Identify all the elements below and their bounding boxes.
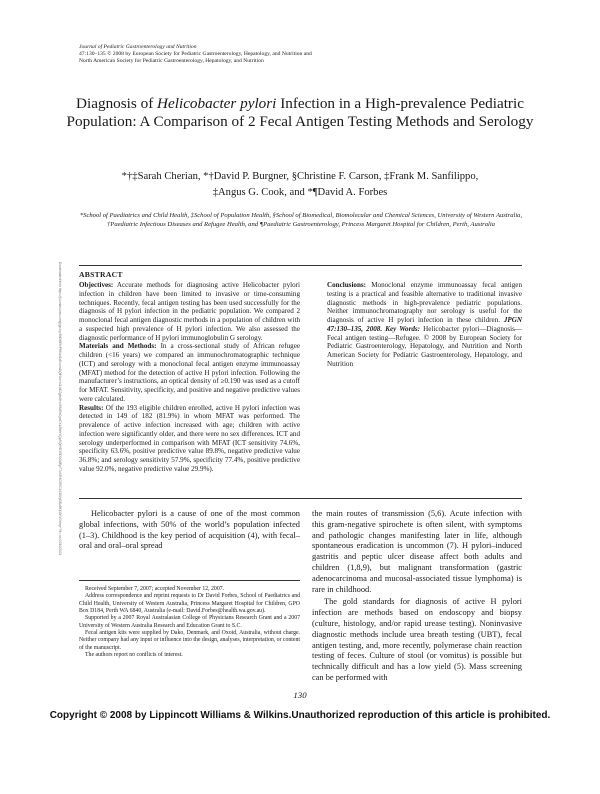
article-title: Diagnosis of Helicobacter pylori Infection in a High-prevalence Pediatric Population: A Comparison of 2 Fecal Antigen Testing Methods and Serology xyxy=(66,95,534,130)
conclusions-text: Monoclonal enzyme immunoassay fecal antigen testing is a practical and feasible alternative to traditional invasive diagnostic methods in high-prevalence pediatric populations. Neither immunochromatography nor serology is useful for the diagnosis of active H pylori infection in these children. xyxy=(327,281,522,324)
footnotes xyxy=(79,586,300,659)
footnote-received: Received September 7, 2007; accepted November 12, 2007. xyxy=(85,586,225,592)
body-paragraph-1: the main routes of transmission (5,6). Acute infection with this gram-negative spirochete is often silent, with symptoms and pathologic changes manifesting later in life, although spontaneous eradication is uncommon (7). H pylori–induced gastritis and peptic ulcer disease affect both adults and children (1,8,9), but malignant transformation (gastric adenocarcinoma and mucosal-associated tissue lymphoma) is rare in childhood. xyxy=(312,509,522,594)
abstract-left-column xyxy=(79,281,300,474)
footnote-conflicts: The authors report no conflicts of interest. xyxy=(85,652,183,659)
body-left-column xyxy=(79,509,300,552)
results-text: Of the 193 eligible children enrolled, active H pylori infection was detected in 149 of 182 (81.9%) in whom MFAT was performed. The prevalence of active infection increased with age; children with active infection were significantly older, and there were no sex differences. ICT and serology underperformed in comparison with MFAT (ICT sensitivity 74.6%, specificity 63.6%, positive predictive value 89.8%, negative predictive value 36.8%; and serology sensitivity 57.9%, specificity 77.4%, positive predictive value 92.0%, negative predictive value 29.9%). xyxy=(79,403,300,473)
intro-paragraph: Helicobacter pylori is a cause of one of the most common global infections, with 50% of the world’s population infected (1–3). Childhood is the key period of acquisition (4), with fecal–oral and oral–oral spread xyxy=(79,509,300,551)
copyright-banner: Copyright © 2008 by Lippincott Williams & Wilkins.Unauthorized reproduction of this article is prohibited. xyxy=(49,710,551,721)
authors-line-1: *†‡Sarah Cherian, *†David P. Burgner, §Christine F. Carson, ‡Frank M. Sanfilippo, xyxy=(121,171,479,182)
title-organism: Helicobacter pylori xyxy=(157,95,277,112)
objectives-text: Accurate methods for diagnosing active Helicobacter pylori infection in children have been limited to invasive or time-consuming techniques. Recently, fecal antigen testing has been used successfully for the diagnosis of H pylori infection in the pediatric population. We compared 2 monoclonal fecal antigen diagnostic methods in a population of children with a suspected high prevalence of H pylori infection. We also assessed the diagnostic performance of H pylori immunoglobulin G serology. xyxy=(79,281,300,342)
journal-citation: 47:130–135 © 2008 by European Society for Pediatric Gastroenterology, Hepatology, and Nutrition and xyxy=(79,51,312,57)
authors-line-2: ‡Angus G. Cook, and *¶David A. Forbes xyxy=(212,187,388,198)
methods-text: In a cross-sectional study of African refugee children (<16 years) we compared an immunochromatographic technique (ICT) and serology with a monoclonal fecal antigen enzyme immunoassay (MFAT) method for the detection of active H pylori infection. Following the manufacturer’s instructions, an optical density of ≥0.190 was used as a cutoff for MFAT. Sensitivity, specificity, and positive and negative predictive values were calculated. xyxy=(79,342,300,403)
methods-label: Materials and Methods: xyxy=(79,342,157,351)
footnote-address: Address correspondence and reprint requests to Dr David Forbes, School of Paediatrics and Child Health, University of Western Australia, Princess Margaret Hospital for Children, GPO Box D184, Perth WA 6840, Australia (e-mail: David.Forbes@health.wa.gov.au). xyxy=(79,593,300,615)
affiliations: *School of Paediatrics and Child Health, ‡School of Population Health, §School of Biomedical, Biomolecular and Chemical Sciences, University of Western Australia, †Paediatric Infectious Diseases and Refugee Health, and ¶Paediatric Gastroenterology, Princess Margaret Hospital for Children, Perth, Australia xyxy=(79,212,523,228)
author-list xyxy=(70,169,530,201)
side-download-note: Downloaded from https://journals.lww.com/jpgn by BhDMf5ePHKav1zEoum1tQfN4a+kJLhEZgbsIHo4XMi0hCywCX1AWnYQp/IlQrHD3i3D0OdRyi7TvSFl4Cf3VC4/OAVpDDa8KKGKV0Ymy+78= on 04/10/2024 xyxy=(58,262,62,556)
journal-name: Journal of Pediatric Gastroenterology and Nutrition xyxy=(79,44,197,50)
abstract-heading: ABSTRACT xyxy=(79,270,123,279)
abstract-bottom-rule xyxy=(79,498,522,499)
journal-society: North American Society for Pediatric Gastroenterology, Hepatology, and Nutrition xyxy=(79,58,264,64)
body-right-column xyxy=(312,509,522,684)
citation-keywords-label: JPGN 47:130–135, 2008. Key Words: xyxy=(327,316,522,333)
abstract-right-column xyxy=(327,281,522,369)
results-label: Results: xyxy=(79,403,104,412)
body-paragraph-2: The gold standards for diagnosis of active H pylori infection are methods based on endoscopy and biopsy (culture, histology, and/or rapid urease testing). Noninvasive diagnostic methods include urea breath testing (UBT), fecal antigen testing, and, more recently, polymerase chain reaction testing of feces. Culture of stool (or vomitus) is possible but technically difficult and has a low yield (5). Mass screening can be performed with xyxy=(312,597,522,682)
footnote-rule xyxy=(79,580,300,581)
keywords-text: Helicobacter pylori—Diagnosis—Fecal antigen testing—Refugee. © 2008 by European Society for Pediatric Gastroenterology, Hepatology, and Nutrition and North American Society for Pediatric Gastroenterology, Hepatology, and Nutrition xyxy=(327,324,523,368)
footnote-support: Supported by a 2007 Royal Australasian College of Physicians Research Grant and a 2007 University of Western Australia Research and Education Grant to S.C. xyxy=(79,615,300,629)
footnote-kits: Fecal antigen kits were supplied by Dako, Denmark, and Oxoid, Australia, without charge. Neither company had any input or influence into the design, analyses, interpretation, or content of the manuscript. xyxy=(79,630,300,651)
abstract-top-rule xyxy=(79,265,522,266)
page-number: 130 xyxy=(293,690,307,700)
journal-header xyxy=(79,44,539,65)
conclusions-label: Conclusions: xyxy=(327,281,367,289)
objectives-label: Objectives: xyxy=(79,281,114,289)
